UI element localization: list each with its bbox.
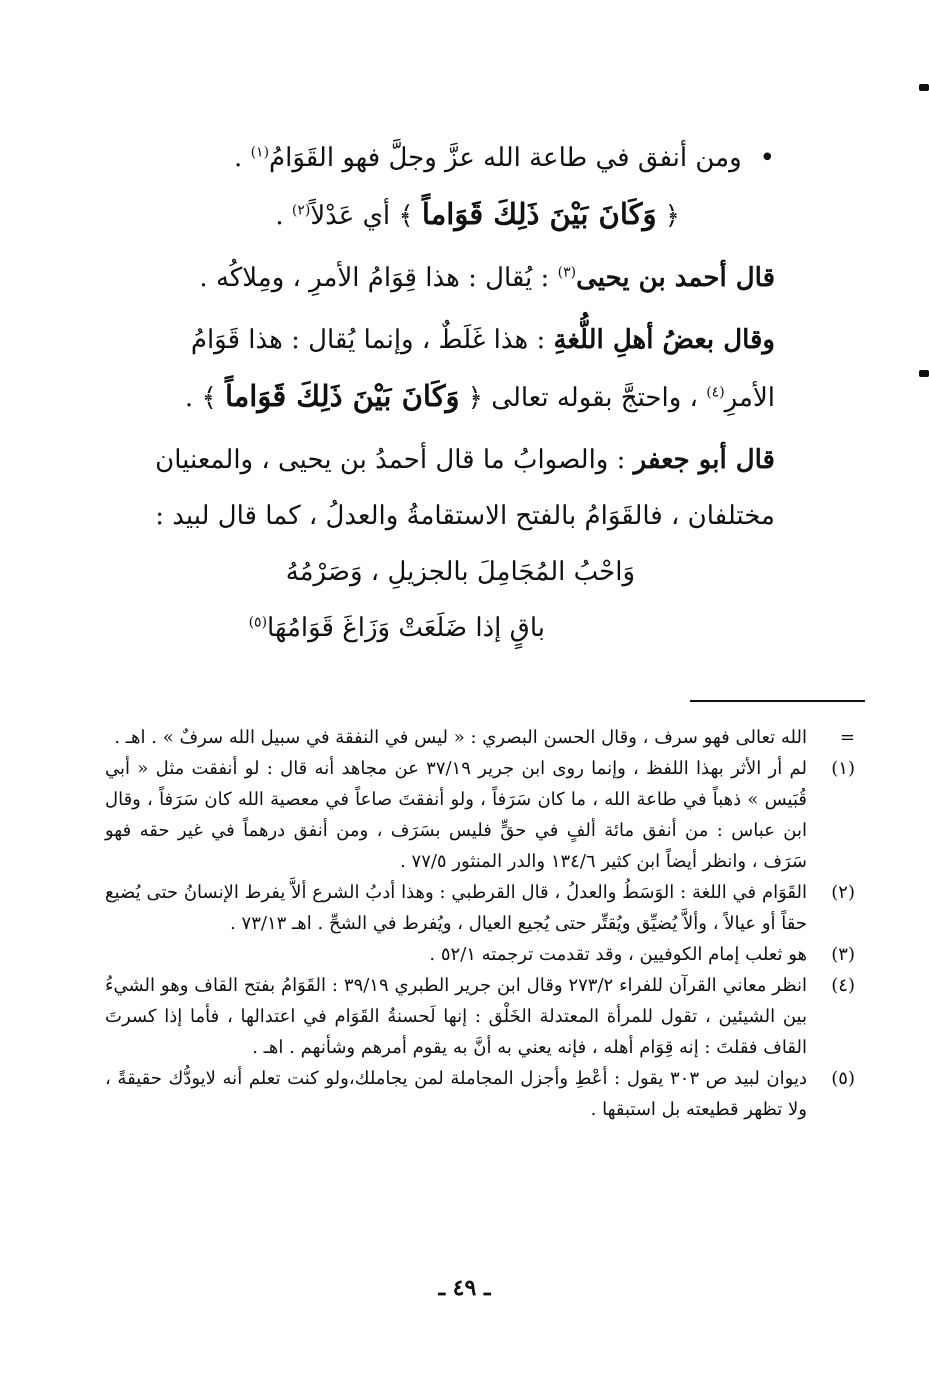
line-1: •ومن أنفق في طاعة الله عزَّ وجلَّ فهو القَوَامُ$^{(١)}$ . xyxy=(95,130,775,186)
bullet-icon: • xyxy=(759,143,775,173)
footnote-text: القَوَام في اللغة : الوَسَطُ والعدلُ ، قال القرطبي : وهذا أدبُ الشرع ألاَّ يفرط الإنسانُ حتى يُضيع حقاً أو عيالاً ، وألاَّ يُضيِّق ويُقتِّر حتى يُجيع العيال ، ويُفرط في الشحِّ . اهـ ٧٣/١٣ . xyxy=(105,882,807,934)
footnote-separator xyxy=(690,700,865,702)
line-7: مختلفان ، فالقَوَامُ بالفتح الاستقامةُ والعدلُ ، كما قال لبيد : xyxy=(155,501,775,531)
ornate-bracket-open-icon: ﴿ xyxy=(664,201,680,231)
footnote-number: (٢) xyxy=(831,882,855,903)
footnote-text: هو ثعلب إمام الكوفيين ، وقد تقدمت ترجمته ٥٢/١ . xyxy=(429,944,807,965)
footnote-2 xyxy=(105,877,855,939)
footnote-ref-3: (٣) xyxy=(557,264,577,281)
speaker-linguists: وقال بعضُ أهلِ اللُّغةِ xyxy=(553,325,775,355)
ornate-bracket-close-icon: ﴾ xyxy=(201,383,217,413)
ornate-bracket-open-icon: ﴿ xyxy=(467,383,484,413)
line-2: ﴿ وَكَانَ بَيْنَ ذَلِكَ قَوَاماً ﴾ أي عَدْلاً$^{(٢)}$ . xyxy=(275,197,680,231)
footnote-number: (١) xyxy=(831,758,855,779)
main-text xyxy=(95,130,775,656)
footnote-ref-1: (١) xyxy=(250,144,270,161)
quran-verse: وَكَانَ بَيْنَ ذَلِكَ قَوَاماً xyxy=(421,197,657,231)
ornate-bracket-close-icon: ﴾ xyxy=(398,201,414,231)
footnote-text: لم أر الأثر بهذا اللفظ ، وإنما روى ابن جرير ٣٧/١٩ عن مجاهد أنه قال : لو أنفقت مثل « أبي قُبَيس » ذهباً في طاعة الله ، ما كان سَرَفاً ، ولو أنفقتَ صاعاً في معصية الله كان سَرَفاً ، وقال ابن عباس : من أنفق مائة ألفٍ في حقٍّ فليس بسَرَف ، ومن أنفق درهماً في غير حقه فهو سَرَف ، وانظر أيضاً ابن كثير ١٣٤/٦ والدر المنثور ٧٧/٥ . xyxy=(105,758,808,872)
footnote-text: الله تعالى فهو سرف ، وقال الحسن البصري : « ليس في النفقة في سبيل الله سرفٌ » . اهـ . xyxy=(114,727,807,748)
line-4: وقال بعضُ أهلِ اللُّغةِ : هذا غَلَطٌ ، وإنما يُقال : هذا قَوَامُ xyxy=(190,325,775,355)
footnote-5 xyxy=(105,1063,855,1125)
footnote-1 xyxy=(105,753,855,877)
poem-line-2: باقٍ إذا ضَلَعَتْ وَزَاغَ قَوَامُهَا$^{(٥)}$ xyxy=(248,613,545,643)
footnote-ref-4: (٤) xyxy=(706,384,725,401)
quran-verse: وَكَانَ بَيْنَ ذَلِكَ قَوَاماً xyxy=(224,379,460,413)
speaker-ahmad: قال أحمد بن يحيى xyxy=(576,263,775,293)
page-number: ـ ٤٩ ـ xyxy=(438,1275,491,1301)
edge-mark-middle xyxy=(919,370,929,377)
footnote-text: انظر معاني القرآن للفراء ٢٧٣/٢ وقال ابن جرير الطبري ٣٩/١٩ : القَوَامُ بفتح القاف وهو الشيءُ بين الشيئين ، تقول للمرأة المعتدلة الخَلْق : إنها لَحسنةُ القَوَام في اعتدالها ، فأما إذا كسرتَ القاف فقلتَ : إنه قِوَام أهله ، فإنه يعني به أنَّ به يقوم أمرهم وشأنهم . اهـ . xyxy=(105,975,808,1058)
poem-line-1: وَاحْبُ المُجَامِلَ بالجزيلِ ، وَصَرْمُهُ xyxy=(285,557,635,587)
footnote-number: (٤) xyxy=(831,975,855,996)
line-5: الأمرِ$^{(٤)}$ ، واحتجَّ بقوله تعالى ﴿ وَكَانَ بَيْنَ ذَلِكَ قَوَاماً ﴾ . xyxy=(184,379,775,413)
edge-mark-top xyxy=(919,84,929,91)
line-6: قال أبو جعفر : والصوابُ ما قال أحمدُ بن يحيى ، والمعنيان xyxy=(155,445,775,475)
footnote-number: (٣) xyxy=(831,944,855,965)
footnote-ref-5: (٥) xyxy=(248,614,268,631)
speaker-abu-jafar: قال أبو جعفر xyxy=(633,445,775,475)
footnotes xyxy=(105,722,855,1125)
footnote-3 xyxy=(105,939,855,970)
footnote-text: ديوان لبيد ص ٣٠٣ يقول : أعْطِ وأجزل المجاملة لمن يجاملك،ولو كنت تعلم أنه لايودُّك حقيقةً ، ولا تظهر قطيعته بل استبقها . xyxy=(105,1068,807,1120)
footnote-ref-2: (٢) xyxy=(291,202,311,219)
footnote-continued xyxy=(105,722,855,753)
footnote-number: = xyxy=(839,727,855,748)
footnote-4 xyxy=(105,970,855,1063)
footnote-number: (٥) xyxy=(831,1068,855,1089)
line-3: قال أحمد بن يحيى$^{(٣)}$ : يُقال : هذا قِوَامُ الأمرِ ، ومِلاكُه . xyxy=(199,263,775,293)
